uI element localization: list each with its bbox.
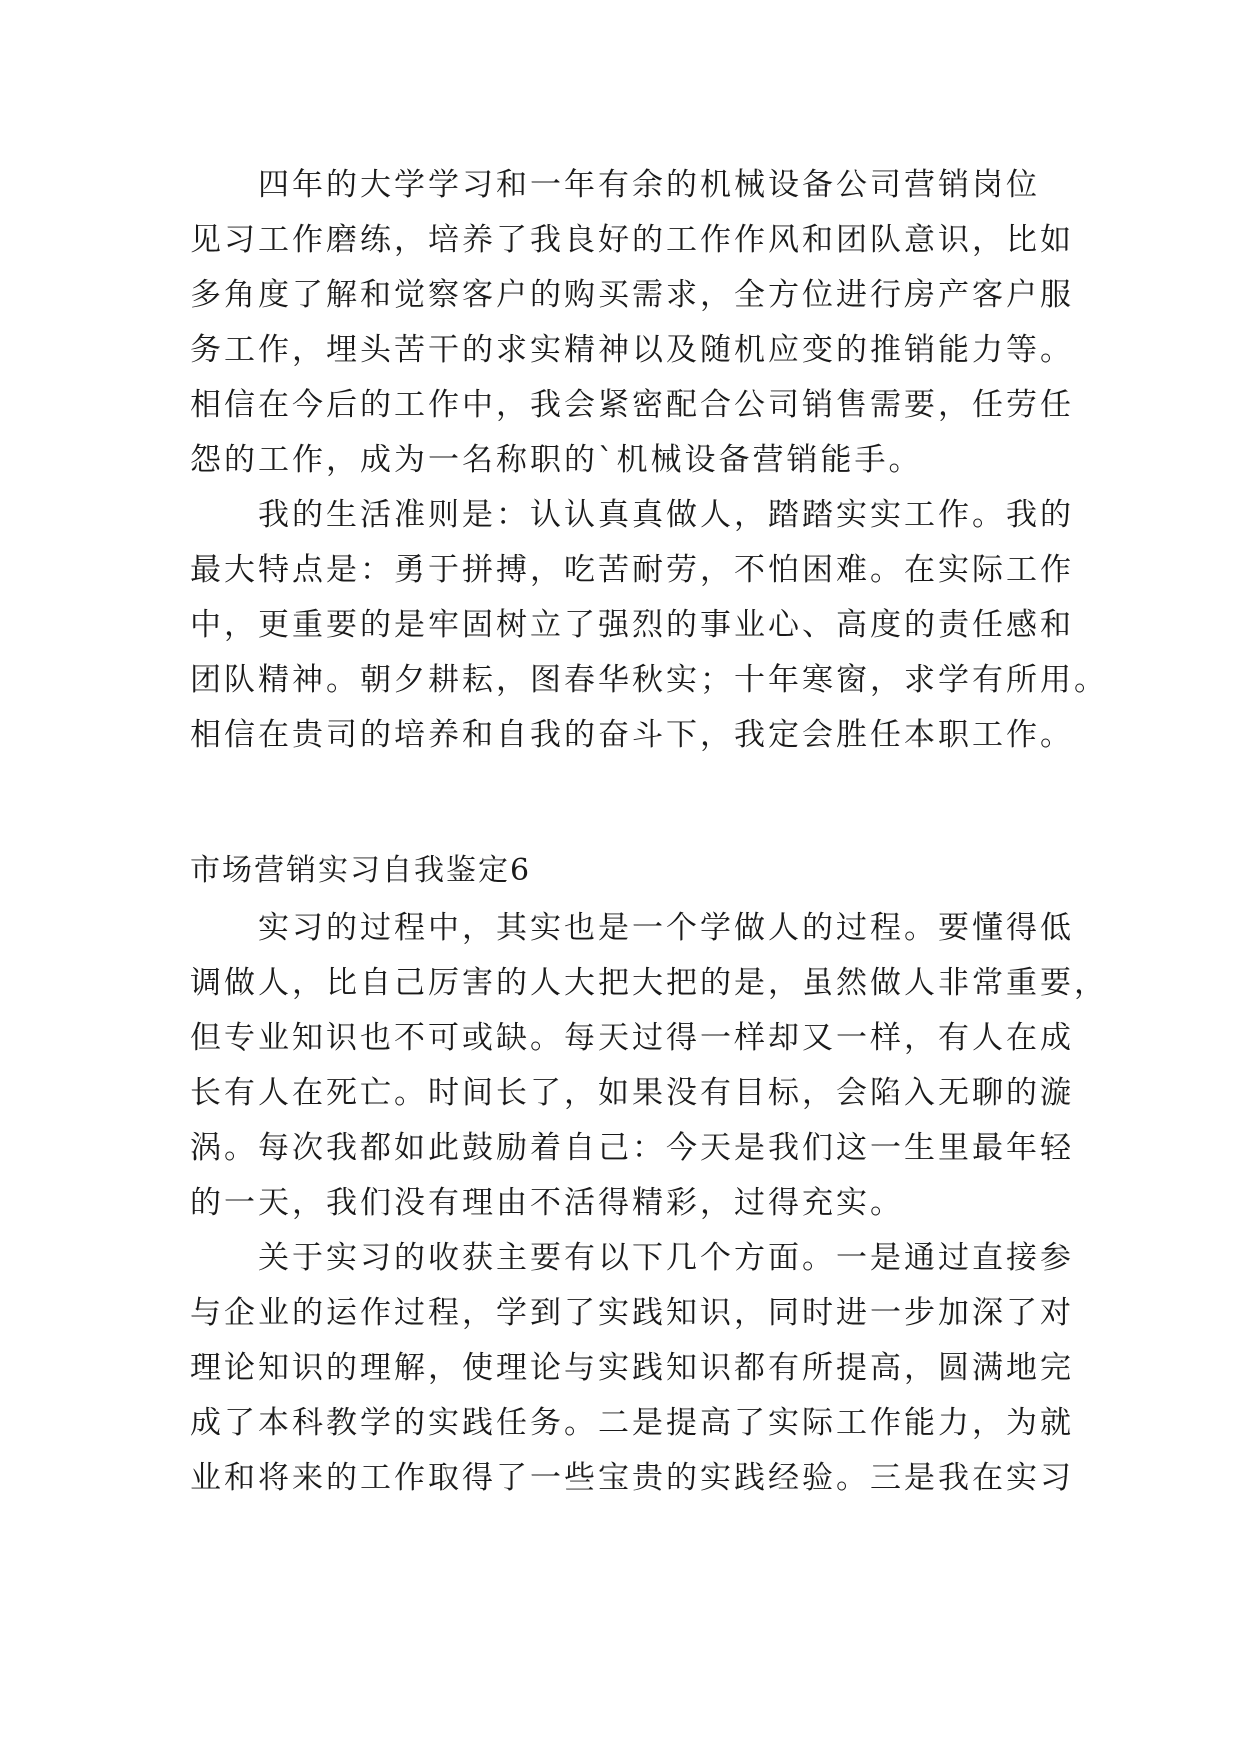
text-line: 与企业的运作过程，学到了实践知识，同时进一步加深了对 bbox=[190, 1295, 1074, 1331]
text-line: 见习工作磨练，培养了我良好的工作作风和团队意识，比如 bbox=[190, 222, 1074, 258]
text-line: 调做人，比自己厉害的人大把大把的是，虽然做人非常重要， bbox=[190, 965, 1108, 1001]
text-line: 务工作，埋头苦干的求实精神以及随机应变的推销能力等。 bbox=[190, 332, 1074, 368]
paragraph bbox=[190, 158, 1074, 488]
text-line: 的一天，我们没有理由不活得精彩，过得充实。 bbox=[190, 1185, 904, 1221]
text-line: 关于实习的收获主要有以下几个方面。一是通过直接参 bbox=[190, 1240, 1074, 1276]
paragraph bbox=[190, 901, 1108, 1231]
document-body bbox=[190, 158, 1108, 1506]
text-line: 业和将来的工作取得了一些宝贵的实践经验。三是我在实习 bbox=[190, 1460, 1074, 1496]
paragraph bbox=[190, 1231, 1074, 1506]
text-line: 成了本科教学的实践任务。二是提高了实际工作能力，为就 bbox=[190, 1405, 1074, 1441]
text-line: 长有人在死亡。时间长了，如果没有目标，会陷入无聊的漩 bbox=[190, 1075, 1074, 1111]
section-heading: 市场营销实习自我鉴定6 bbox=[190, 853, 532, 888]
text-line: 相信在贵司的培养和自我的奋斗下，我定会胜任本职工作。 bbox=[190, 717, 1074, 753]
text-line: 涡。每次我都如此鼓励着自己：今天是我们这一生里最年轻 bbox=[190, 1130, 1074, 1166]
text-line: 我的生活准则是：认认真真做人，踏踏实实工作。我的 bbox=[190, 497, 1074, 533]
text-line: 最大特点是：勇于拼搏，吃苦耐劳，不怕困难。在实际工作 bbox=[190, 552, 1074, 588]
section-spacer bbox=[190, 763, 1050, 841]
text-line: 相信在今后的工作中，我会紧密配合公司销售需要，任劳任 bbox=[190, 387, 1074, 423]
text-line: 理论知识的理解，使理论与实践知识都有所提高，圆满地完 bbox=[190, 1350, 1074, 1386]
text-line: 中，更重要的是牢固树立了强烈的事业心、高度的责任感和 bbox=[190, 607, 1074, 643]
text-line: 怨的工作，成为一名称职的`机械设备营销能手。 bbox=[190, 442, 923, 478]
text-line: 实习的过程中，其实也是一个学做人的过程。要懂得低 bbox=[190, 910, 1074, 946]
text-line: 团队精神。朝夕耕耘，图春华秋实；十年寒窗，求学有所用。 bbox=[190, 662, 1108, 698]
text-line: 多角度了解和觉察客户的购买需求，全方位进行房产客户服 bbox=[190, 277, 1074, 313]
paragraph bbox=[190, 488, 1108, 763]
text-line: 但专业知识也不可或缺。每天过得一样却又一样，有人在成 bbox=[190, 1020, 1074, 1056]
text-line: 四年的大学学习和一年有余的机械设备公司营销岗位 bbox=[190, 167, 1040, 203]
